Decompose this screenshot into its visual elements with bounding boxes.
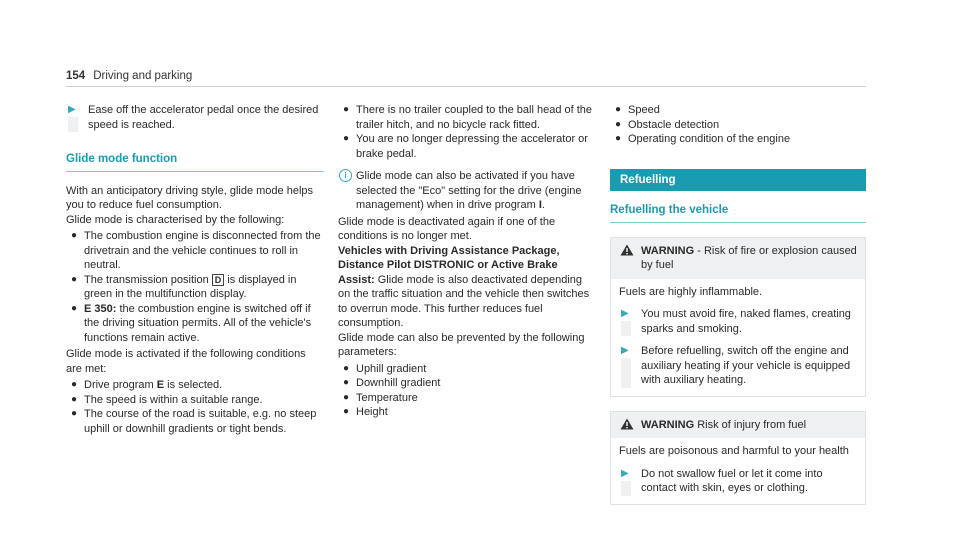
column-2: [338, 103, 596, 422]
warning-body: Fuels are highly inflammable.: [619, 285, 763, 298]
list-item: ● Temperature: [343, 391, 418, 404]
parameter-list: [338, 362, 596, 420]
warning-triangle-icon: [620, 418, 634, 430]
instruction-step: ▶ You must avoid fire, naked flames, creating sparks and smoking.: [621, 308, 851, 335]
list-item: ● The transmission position D is displayed in green in the multifunction display.: [71, 273, 297, 300]
info-note: i Glide mode can also be activated if you have selected the "Eco" setting for the drive (engine management) when in drive program I.: [338, 169, 596, 213]
list-item: ● Height: [343, 406, 388, 418]
warning-title: - Risk of fire or explosion caused by fuel: [641, 244, 857, 271]
list-item: ● Drive program E is selected.: [71, 379, 223, 391]
page-header: [66, 70, 192, 82]
list-item: ● You are no longer depressing the accelerator or brake pedal.: [343, 133, 588, 160]
warning-label: WARNING: [641, 244, 695, 257]
paragraph: Glide mode is activated if the following conditions are met:: [66, 348, 306, 375]
bullet-list: [66, 378, 324, 436]
bullet-list: [338, 103, 596, 161]
arrow-right-icon: ▶: [621, 308, 629, 319]
gear-d-icon: D: [212, 274, 225, 286]
warning-box: [610, 237, 866, 397]
list-item: ● E 350: the combustion engine is switched off if the driving situation permits. All of the vehicle's functions remain active.: [71, 302, 312, 344]
list-item: ● Obstacle detection: [615, 118, 720, 131]
warning-triangle-icon: [620, 244, 634, 256]
paragraph: Glide mode is characterised by the following:: [66, 213, 285, 226]
list-item: ● The combustion engine is disconnected from the drivetrain and the vehicle continues to roll in neutral.: [71, 230, 321, 271]
arrow-right-icon: ▶: [68, 104, 76, 115]
info-icon: i: [339, 169, 352, 182]
paragraph: Vehicles with Driving Assistance Package, Distance Pilot DISTRONIC or Active Brake Assist: Glide mode is also deactivated depending on the traffic situation and the vehicle then switches to overrun mode. This further reduces fuel consumption.: [338, 244, 590, 329]
subsection-title: Refuelling the vehicle: [610, 203, 866, 223]
section-title-glide: Glide mode function: [66, 152, 324, 172]
header-divider: [66, 86, 866, 87]
instruction-step: ▶ Do not swallow fuel or let it come into contact with skin, eyes or clothing.: [621, 467, 823, 494]
warning-box: [610, 411, 866, 505]
bullet-list: [66, 229, 324, 345]
paragraph: With an anticipatory driving style, glide mode helps you to reduce fuel consumption.: [66, 184, 314, 211]
chapter-title: Driving and parking: [93, 70, 193, 82]
instruction-step: ▶ Before refuelling, switch off the engine and auxiliary heating if your vehicle is equipped with auxiliary heating.: [621, 345, 851, 386]
list-item: ● The speed is within a suitable range.: [71, 393, 263, 406]
list-item: ● Downhill gradient: [343, 377, 441, 389]
arrow-right-icon: ▶: [621, 345, 629, 356]
list-item: ● The course of the road is suitable, e.g. no steep uphill or downhill gradients or tight bends.: [71, 408, 317, 435]
bullet-list: [610, 103, 866, 147]
page-number: 154: [66, 70, 86, 82]
column-3: [610, 103, 866, 505]
warning-body: Fuels are poisonous and harmful to your health: [619, 445, 849, 457]
column-1: [66, 103, 324, 438]
instruction-step: ▶ Ease off the accelerator pedal once the desired speed is reached.: [68, 104, 319, 131]
list-item: ● There is no trailer coupled to the ball head of the trailer hitch, and no bicycle rack fitted.: [343, 104, 593, 131]
arrow-right-icon: ▶: [621, 467, 629, 479]
list-item: ● Uphill gradient: [343, 362, 427, 375]
warning-title: Risk of injury from fuel: [697, 418, 807, 431]
paragraph: Glide mode is deactivated again if one of the conditions is no longer met.: [338, 215, 556, 242]
warning-label: WARNING: [641, 418, 695, 431]
section-title-refuelling: Refuelling: [610, 169, 866, 192]
list-item: ● Speed: [615, 104, 660, 116]
paragraph: Glide mode can also be prevented by the following parameters:: [338, 331, 585, 358]
list-item: ● Operating condition of the engine: [615, 133, 791, 145]
